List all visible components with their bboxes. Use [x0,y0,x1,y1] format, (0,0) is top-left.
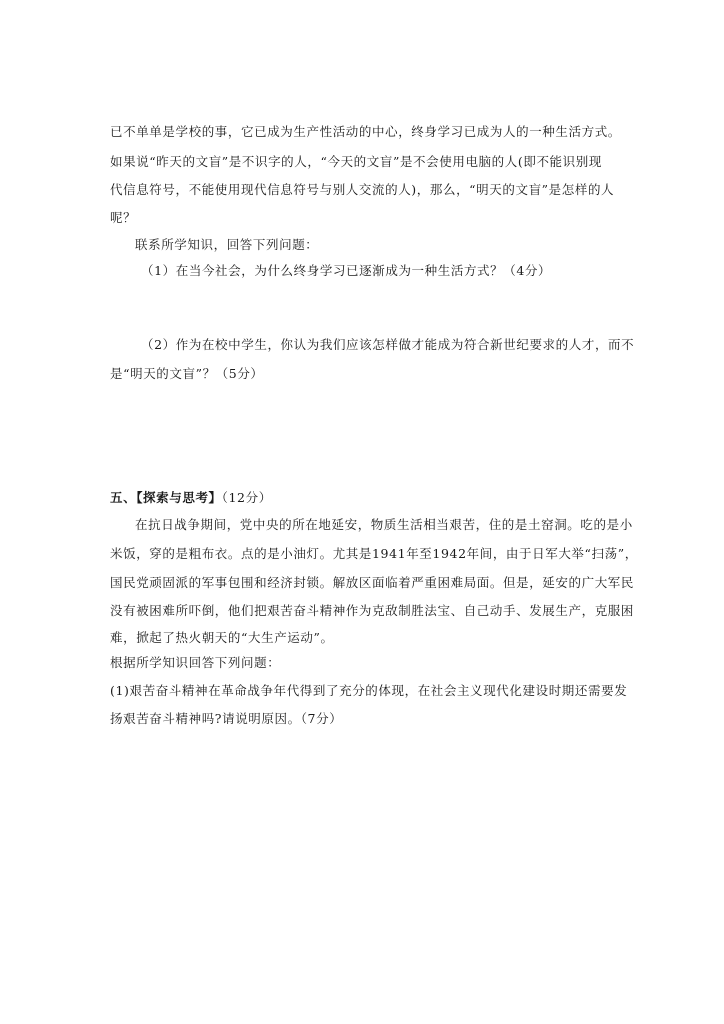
passage-line-2: 如果说“昨天的文盲”是不识字的人，“今天的文盲”是不会使用电脑的人(即不能识别现 [110,154,602,169]
passage-line-1: 已不单单是学校的事，它已成为生产性活动的中心，终身学习已成为人的一种生活方式。 [110,124,621,139]
section-5-line-3: 国民党顽固派的军事包围和经济封锁。解放区面临着严重困难局面。但是，延安的广大军民 [110,575,635,590]
section-5-line-4: 没有被困难所吓倒，他们把艰苦奋斗精神作为克敌制胜法宝、自己动手、发展生产，克服困 [110,603,635,618]
passage-line-3: 代信息符号，不能使用现代信息符号与别人交流的人)，那么，“明天的文盲”是怎样的人 [110,182,615,197]
section-5-line-2: 米饭，穿的是粗布衣。点的是小油灯。尤其是1941年至1942年间，由于日军大举“扫荡”， [110,546,638,561]
section-5-heading: 五、【探索与思考】 [110,490,222,505]
section-5-line-5: 难，掀起了热火朝天的“大生产运动”。 [110,630,334,645]
section-5-score: （12分） [221,490,272,505]
question-1: （1）在当今社会，为什么终身学习已逐渐成为一种生活方式？（4分） [141,263,552,278]
section-5-line-1: 在抗日战争期间，党中央的所在地延安，物质生活相当艰苦，住的是土窑洞。吃的是小 [135,517,633,532]
section-5-heading-row [110,491,272,505]
question-2-line-2: 是“明天的文盲”？（5分） [110,366,264,381]
section-5-instruction: 根据所学知识回答下列问题： [110,655,281,670]
question-2-line-1: （2）作为在校中学生，你认为我们应该怎样做才能成为符合新世纪要求的人才，而不 [141,337,635,352]
passage-line-4: 呢？ [110,210,137,225]
instruction-1: 联系所学知识，回答下列问题： [135,237,319,252]
section-5-question-1-line-2: 扬艰苦奋斗精神吗?请说明原因。（7分） [110,711,343,726]
section-5-question-1-line-1: (1)艰苦奋斗精神在革命战争年代得到了充分的体现，在社会主义现代化建设时期还需要发 [110,683,628,698]
